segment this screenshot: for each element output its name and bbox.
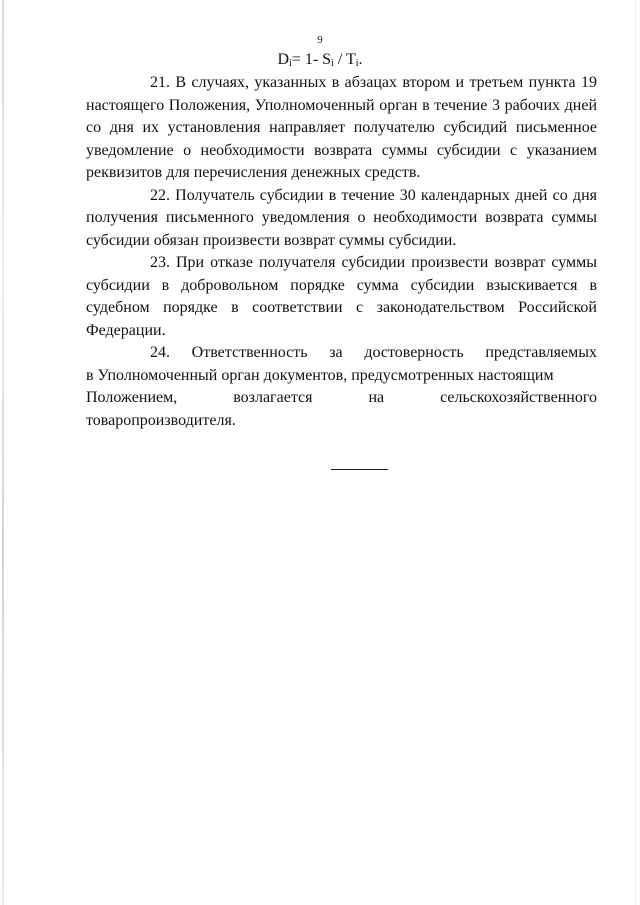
formula-s-subscript: i <box>331 58 334 69</box>
formula-divide-t: / T <box>333 51 356 68</box>
paragraph-24-word: Положением, <box>86 389 178 406</box>
paragraph-24-word: Ответственность <box>191 344 308 361</box>
formula <box>0 50 640 70</box>
paragraph-24-word: за <box>329 344 343 361</box>
paragraph-24-line-1 <box>86 342 597 365</box>
paragraph-24-line-2: в Уполномоченный орган документов, предусмотренных настоящим <box>86 366 554 384</box>
formula-d-subscript: i <box>289 58 292 69</box>
paragraph-23: 23. При отказе получателя субсидии произвести возврат суммы субсидии в добровольном порядке сумма субсидии взыскивается в судебном порядке в соответствии с законодательством Российской Федерации. <box>86 254 597 339</box>
paragraph-21: 21. В случаях, указанных в абзацах втором и третьем пункта 19 настоящего Положения, Уполномоченный орган в течение 3 рабочих дней со дня их установления направляет получателю субсидий письменное уведомление о необходимости возврата суммы субсидии с указанием реквизитов для перечисления денежных средств. <box>86 74 597 181</box>
paragraph-24-word: представляемых <box>485 344 597 361</box>
paragraph-24-word: на <box>368 389 385 406</box>
document-body <box>86 72 597 432</box>
end-of-section-divider <box>331 469 388 470</box>
page-number: 9 <box>317 34 323 46</box>
paragraph-24-word: сельскохозяйственного <box>440 389 597 406</box>
scan-edge-left <box>2 0 4 905</box>
paragraph-24-line-3 <box>86 387 597 410</box>
formula-d: D <box>277 51 290 68</box>
paragraph-24-line-4: товаропроизводителя. <box>86 411 236 429</box>
paragraph-24 <box>86 342 597 432</box>
paragraph-24-word: 24. <box>150 344 170 361</box>
formula-equals-s: = 1- S <box>291 51 332 68</box>
paragraph-22: 22. Получатель субсидии в течение 30 календарных дней со дня получения письменного уведомления о необходимости возврата суммы субсидии обязан произвести возврат суммы субсидии. <box>86 186 597 249</box>
formula-t-subscript: i <box>355 58 359 69</box>
scan-edge-right <box>635 0 636 905</box>
paragraph-24-word: достоверность <box>364 344 464 361</box>
formula-end: . <box>358 51 363 68</box>
paragraph-24-word: возлагается <box>233 389 313 406</box>
